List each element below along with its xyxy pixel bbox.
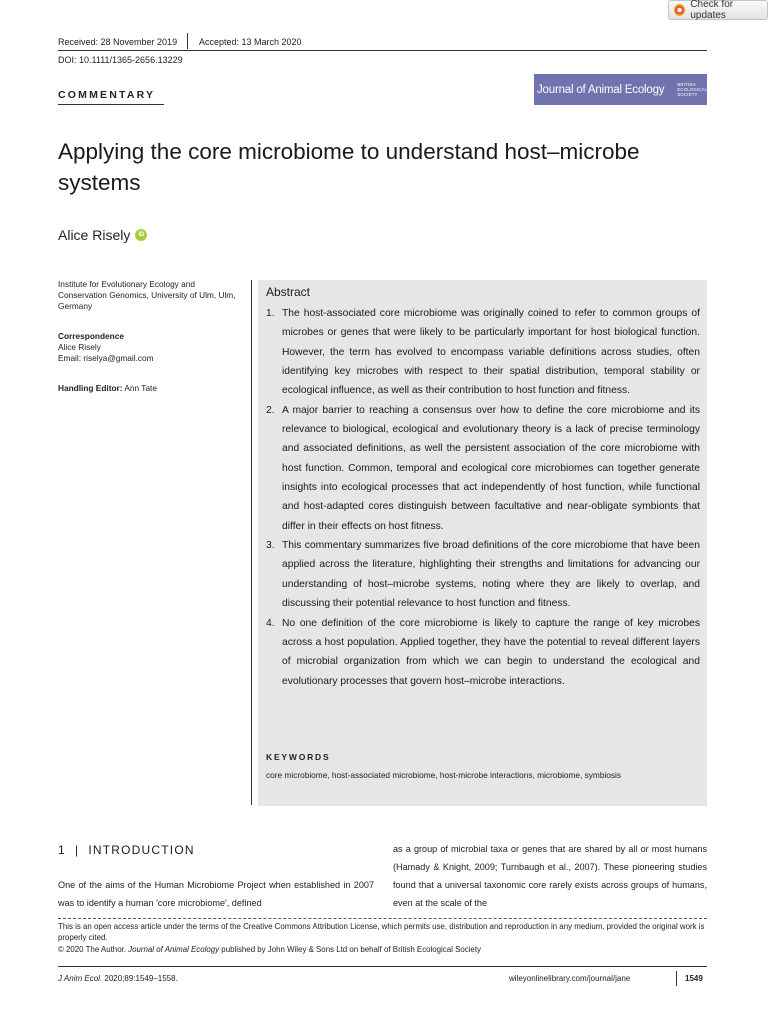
- abstract-item-text: The host-associated core microbiome was originally coined to refer to common groups of microbes or genes that were likely to be particularly important for host biological function. However, the term has evolved to encompass variable definitions across studies, often identifying key microbes with respect to their spatial distribution, temporal stability or ecological influence, as well as their contribution to host function and fitness.: [282, 308, 700, 397]
- correspondence-email[interactable]: Email: riselya@gmail.com: [58, 353, 154, 363]
- keywords-heading: KEYWORDS: [266, 752, 331, 762]
- journal-logo-name: Journal of Animal Ecology: [537, 83, 665, 96]
- abstract-item: [266, 614, 700, 691]
- abstract-item-number: 1.: [266, 308, 275, 319]
- affiliation: Institute for Evolutionary Ecology and Conservation Genomics, University of Ulm, Ulm, Germany: [58, 279, 236, 312]
- orcid-icon[interactable]: iD: [135, 229, 147, 241]
- journal-website[interactable]: wileyonlinelibrary.com/journal/jane: [509, 974, 631, 983]
- citation-journal: J Anim Ecol.: [58, 974, 103, 983]
- footnote-separator: [58, 918, 707, 919]
- received-date: Received: 28 November 2019: [58, 37, 178, 47]
- abstract-item: [266, 401, 700, 536]
- doi[interactable]: DOI: 10.1111/1365-2656.13229: [58, 55, 183, 65]
- footer-rule: [58, 966, 707, 967]
- abstract-item-text: No one definition of the core microbiome is likely to capture the range of key microbes across a host population. Applied together, they have the potential to reveal different layers of microbial organization from which we can begin to understand the ecological and evolutionary processes that govern host–microbe interactions.: [282, 617, 700, 687]
- page-divider: [676, 971, 677, 986]
- abstract-item-text: This commentary summarizes five broad definitions of the core microbiome that have been applied across the literature, highlighting their strengths and limitations for advancing our understanding of host–microbe systems, noting where they are likely to overlap, and discussing their potential relevance to host function and fitness.: [282, 540, 700, 610]
- column-divider: [251, 280, 252, 805]
- intro-left-column: One of the aims of the Human Microbiome Project when established in 2007 was to identify a human 'core microbiome', defined: [58, 880, 374, 908]
- abstract-item-number: 3.: [266, 540, 275, 552]
- abstract-item: [266, 304, 700, 401]
- header-rule: [58, 50, 707, 51]
- section-underline: [58, 104, 164, 105]
- accepted-date: Accepted: 13 March 2020: [199, 37, 302, 47]
- abstract-item: [266, 536, 700, 613]
- section-label: COMMENTARY: [58, 89, 156, 101]
- license-note: This is an open access article under the terms of the Creative Commons Attribution License, which permits use, distribution and reproduction in any medium, provided the original work is properly cited.: [58, 922, 705, 943]
- society-logo-text: BRITISH ECOLOGICAL SOCIETY: [677, 82, 708, 97]
- keywords-text: core microbiome, host-associated microbiome, host-microbe interactions, microbiome, symbiosis: [266, 770, 622, 780]
- abstract-item-text: A major barrier to reaching a consensus over how to define the core microbiome and its relevance to biological, ecological and evolutionary theory is a lack of precise terminology and associated definitions, as well the persistent association of the core microbiome with host function. Common, temporal and ecological core microbiomes can together generate insights into ecological processes that act independently of host function, while functional and host-adapted cores distinguish between facultative and near-obligate symbionts that differ in their effects on host fitness.: [282, 404, 700, 532]
- intro-right-column: as a group of microbial taxa or genes that are shared by all or most humans (Hamady & Knight, 2009; Turnbaugh et al., 2007). These pioneering studies found that a universal taxonomic core rarely exists across groups of humans, even at the scale of the: [393, 844, 707, 908]
- author-name: Alice Risely: [58, 227, 131, 243]
- citation: [58, 974, 178, 983]
- journal-logo: [534, 74, 707, 105]
- check-for-updates-button[interactable]: [668, 0, 768, 20]
- citation-details: 2020;89:1549–1558.: [102, 974, 178, 983]
- handling-editor: [58, 383, 243, 394]
- meta-divider: [187, 33, 188, 49]
- abstract-list: [266, 304, 700, 691]
- handling-editor-name: Ann Tate: [122, 383, 157, 393]
- abstract-heading: Abstract: [266, 285, 311, 299]
- abstract-item-number: 2.: [266, 404, 275, 416]
- introduction-heading: 1 | INTRODUCTION: [58, 843, 195, 857]
- author-line: [58, 227, 147, 243]
- copyright-journal: Journal of Animal Ecology: [128, 945, 220, 954]
- article-title: Applying the core microbiome to understand host–microbe systems: [58, 139, 640, 195]
- abstract-item-number: 4.: [266, 617, 275, 629]
- copyright-prefix: © 2020 The Author.: [58, 945, 129, 954]
- crossmark-icon: [674, 4, 685, 16]
- copyright-suffix: published by John Wiley & Sons Ltd on behalf of British Ecological Society: [219, 945, 481, 954]
- correspondence-name: Alice Risely: [58, 342, 101, 352]
- correspondence-label: Correspondence: [58, 331, 124, 341]
- page-number: 1549: [685, 974, 703, 983]
- copyright-line: [58, 944, 707, 955]
- check-for-updates-label: Check for updates: [690, 0, 734, 21]
- handling-editor-label: Handling Editor:: [58, 383, 123, 393]
